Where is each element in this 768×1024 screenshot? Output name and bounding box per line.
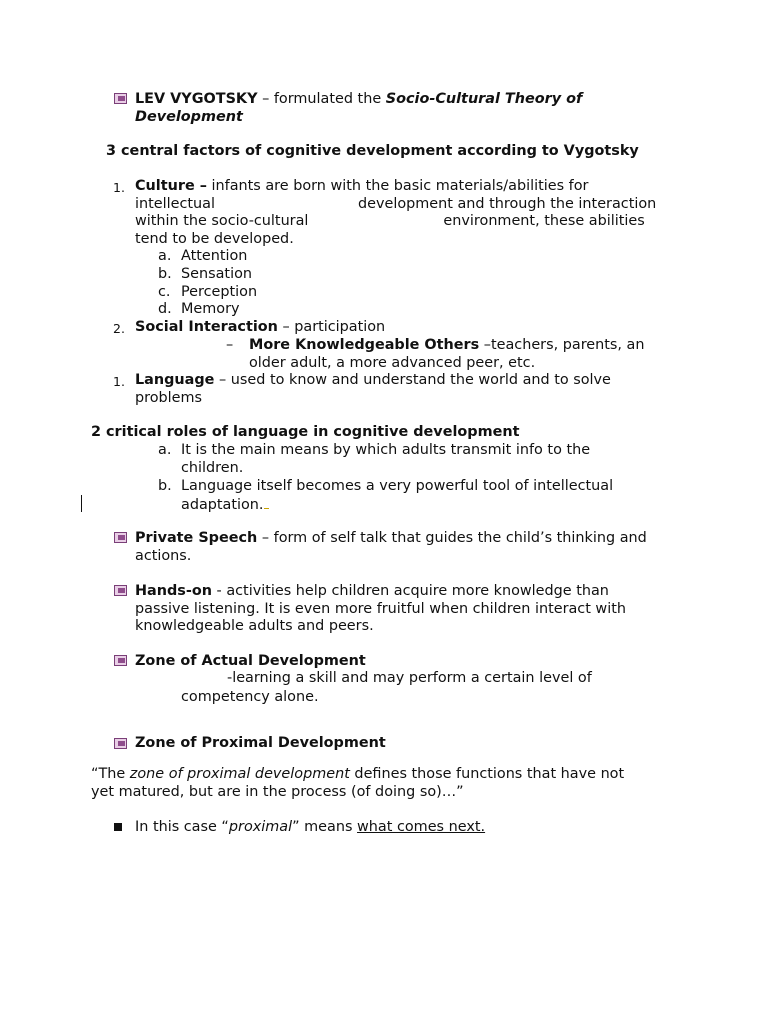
mko-item [249, 337, 645, 372]
list-item: b. [158, 266, 172, 282]
list-item: Sensation [181, 266, 252, 282]
purple-square-bullet-icon [114, 532, 127, 543]
mko-text: –teachers, parents, an [479, 337, 645, 353]
lev-vygotsky-item [135, 91, 582, 126]
list-item: c. [158, 284, 171, 300]
hands-on-term: Hands-on [135, 583, 212, 599]
factors-heading: 3 central factors of cognitive development according to Vygotsky [106, 143, 639, 159]
culture-text: environment, these abilities [443, 213, 645, 230]
role-label: a. [158, 442, 172, 458]
culture-text: infants are born with the basic materials/abilities for [206, 178, 589, 194]
role-item: It is the main means by which adults transmit info to the children. [181, 442, 591, 476]
list-item: Memory [181, 301, 240, 317]
list-item: Attention [181, 248, 248, 264]
role-item: Language itself becomes a very powerful tool of intellectual adaptation. [181, 478, 614, 513]
roles-heading: 2 critical roles of language in cognitive development [91, 424, 520, 440]
private-speech-text: – form of self talk that guides the child’s thinking and [257, 530, 647, 546]
purple-square-bullet-icon [114, 738, 127, 749]
hands-on-text: passive listening. It is even more fruitful when children interact with [135, 600, 626, 617]
list-item: Perception [181, 284, 258, 300]
purple-square-bullet-icon [114, 93, 127, 104]
language-term: Language [135, 372, 215, 388]
list-item: a. [158, 248, 172, 264]
language-text: – used to know and understand the world and to solve [214, 372, 611, 388]
zad-heading: Zone of Actual Development [135, 653, 366, 669]
role-label: b. [158, 478, 172, 494]
list-number: 2. [113, 321, 125, 336]
purple-square-bullet-icon [114, 585, 127, 596]
culture-text: development and through the interaction [357, 195, 657, 212]
purple-square-bullet-icon [114, 655, 127, 666]
private-speech-term: Private Speech [135, 530, 258, 546]
culture-term: Culture – [135, 178, 207, 194]
mko-text: older adult, a more advanced peer, etc. [249, 354, 536, 371]
zad-text: competency alone. [181, 689, 319, 705]
private-speech-item [135, 530, 647, 565]
list-number: 1. [113, 180, 125, 195]
zpd-quote: “The zone of proximal development defines those functions that have not yet matured, but are in the process (of doing so)…” [91, 766, 625, 800]
list-number: 1. [113, 374, 125, 389]
theory-name-cont: Development [135, 108, 243, 125]
culture-text: within the socio-cultural [135, 213, 309, 230]
square-bullet-icon [114, 823, 122, 831]
list-item: d. [158, 301, 172, 317]
social-text: – participation [277, 319, 386, 335]
text-cursor [81, 495, 82, 512]
lev-name: LEV VYGOTSKY [135, 91, 258, 107]
private-speech-text: actions. [135, 547, 192, 564]
proximal-item: In this case “proximal” means what comes next. [135, 819, 486, 835]
factor-social-interaction [135, 319, 385, 337]
lev-text: – formulated the [257, 91, 386, 107]
hands-on-item [135, 583, 626, 636]
factor-language [135, 372, 611, 407]
mko-term: More Knowledgeable Others [249, 337, 480, 353]
zpd-heading: Zone of Proximal Development [135, 735, 386, 751]
factor-culture [135, 178, 656, 248]
language-text: problems [135, 389, 203, 406]
theory-name: Socio-Cultural Theory of [385, 91, 583, 107]
zad-text: -learning a skill and may perform a certain level of [227, 670, 592, 686]
hands-on-text: knowledgeable adults and peers. [135, 618, 374, 635]
culture-text: intellectual [135, 195, 215, 212]
mko-dash: – [226, 337, 234, 353]
social-term: Social Interaction [135, 319, 278, 335]
culture-text: tend to be developed. [135, 230, 294, 247]
hands-on-text: - activities help children acquire more knowledge than [211, 583, 609, 599]
